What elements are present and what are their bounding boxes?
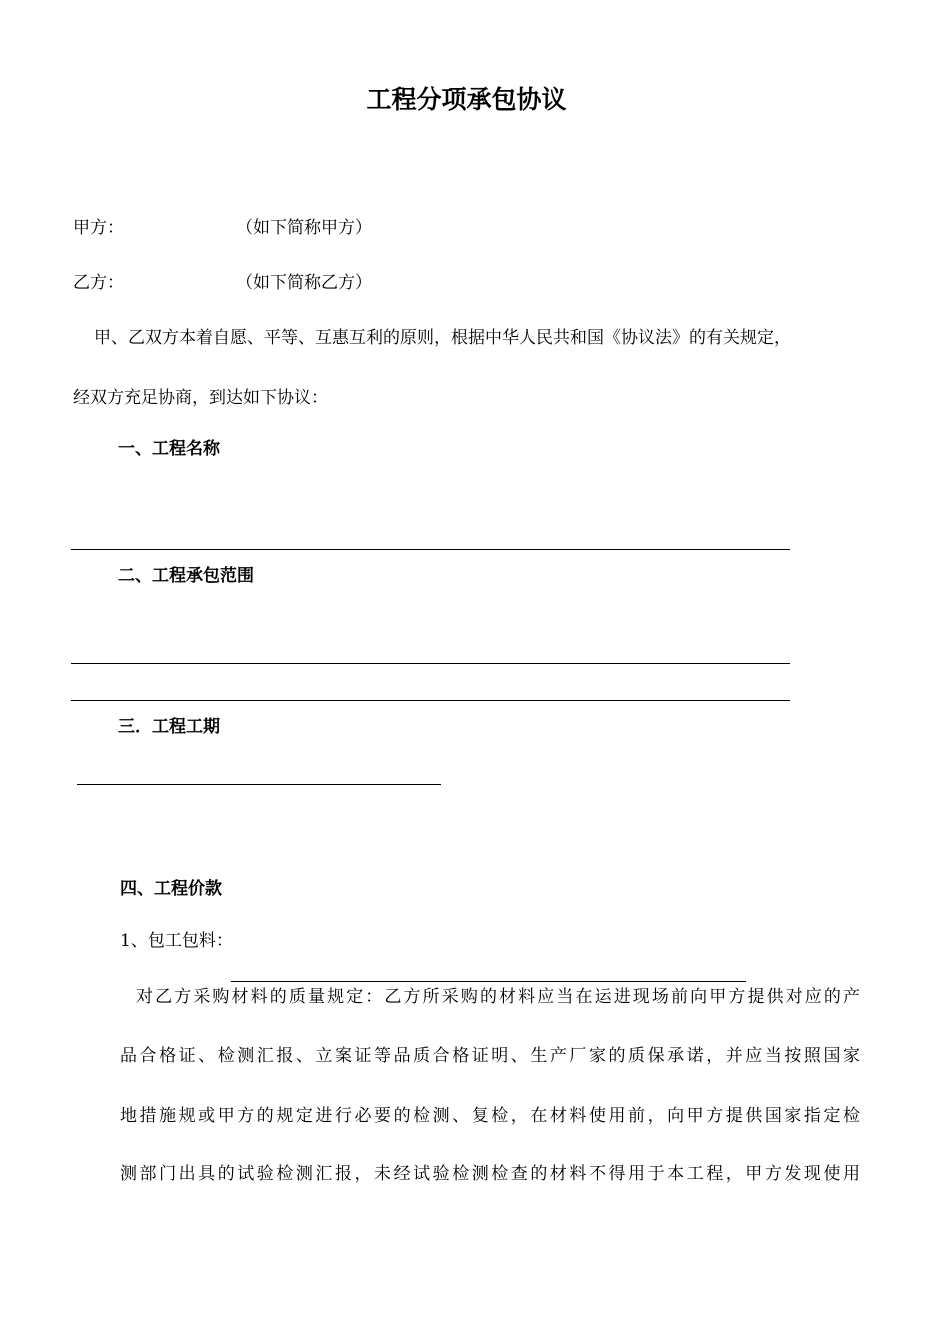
party-b-label: 乙方： <box>73 273 124 293</box>
paragraph-line-1: 对乙方采购材料的质量规定：乙方所采购的材料应当在运进现场前向甲方提供对应的产 <box>136 987 860 1007</box>
party-b-note: （如下简称乙方） <box>236 273 372 293</box>
document-title: 工程分项承包协议 <box>366 85 567 114</box>
paragraph-line-4: 测部门出具的试验检测汇报，未经试验检测检查的材料不得用于本工程，甲方发现使用 <box>120 1164 860 1184</box>
section-1-heading: 一、工程名称 <box>118 439 220 459</box>
blank-line-project-name <box>71 549 790 550</box>
blank-line-scope-2 <box>71 700 790 701</box>
intro-line-1: 甲、乙双方本着自愿、平等、互惠互利的原则，根据中华人民共和国《协议法》的有关规定， <box>94 328 791 348</box>
blank-line-item-1 <box>231 981 746 982</box>
section-2-heading: 二、工程承包范围 <box>118 566 254 586</box>
section-4-heading: 四、工程价款 <box>120 879 222 899</box>
item-1-label: 1、包工包料： <box>120 931 233 951</box>
intro-line-2: 经双方充足协商，到达如下协议： <box>73 388 328 408</box>
paragraph-line-3: 地措施规或甲方的规定进行必要的检测、复检，在材料使用前，向甲方提供国家指定检 <box>120 1106 860 1126</box>
paragraph-line-2: 品合格证、检测汇报、立案证等品质合格证明、生产厂家的质保承诺，并应当按照国家 <box>120 1046 860 1066</box>
party-a-label: 甲方： <box>73 218 124 238</box>
party-a-note: （如下简称甲方） <box>236 218 372 238</box>
blank-line-scope-1 <box>71 663 790 664</box>
section-3-heading: 三．工程工期 <box>118 717 220 737</box>
blank-line-duration <box>77 784 441 785</box>
